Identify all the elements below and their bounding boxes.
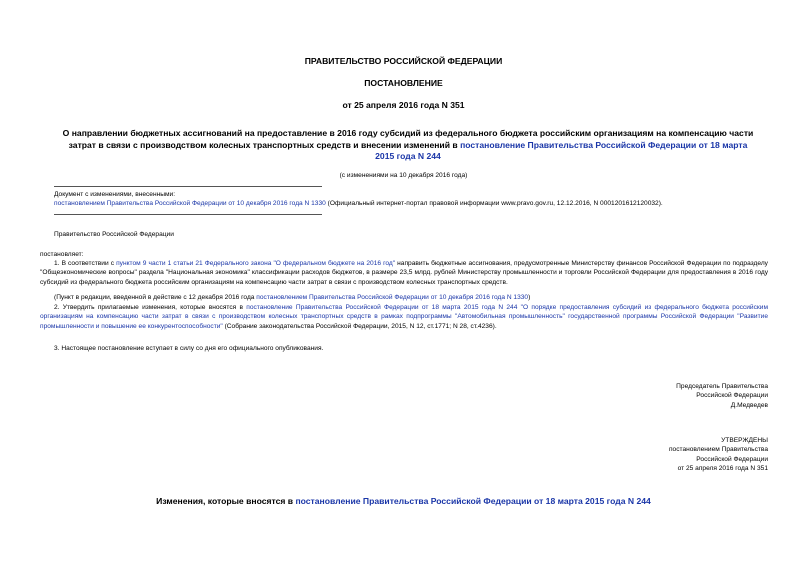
signature-name: Д.Медведев (730, 401, 768, 409)
p2-link-resolution-244[interactable]: постановление Правительства Российской Федерации от 18 марта 2015 года N 244 "О порядке предоставления субсидий из федерального бюджета российским организациям на компенсацию части затрат в связи с производством колесных транспортных средств в рамках подпрограммы "Автомобильная промышленность" государственной программы Российской Федерации "Развитие промышленности и повышение ее конкурентоспособности" (40, 304, 768, 330)
p1-text: направить бюджетные ассигнования, предусмотренные Министерству финансов Российской Федерации по подразделу "Общеэкономические вопросы" раздела "Национальная экономика" классификации расходов бюджетов, в размере 23,5 млрд. рублей Министерству промышленности и торговли Российской Федерации для предоставления в 2016 году субсидий из федерального бюджета российским организациям на компенсацию части затрат в связи с производством колесных транспортных средств. (40, 260, 768, 286)
paragraph-2 (40, 303, 768, 331)
paragraph-1 (40, 259, 768, 287)
amendments-label: Документ с изменениями, внесенными: (54, 191, 176, 198)
changes-heading-link-244[interactable]: постановление Правительства Российской Федерации от 18 марта 2015 года N 244 (295, 496, 651, 506)
divider-top (54, 186, 322, 187)
approval-line-4: от 25 апреля 2016 года N 351 (677, 465, 768, 473)
paragraph-1-note (54, 293, 768, 302)
paragraph-3: 3. Настоящее постановление вступает в силу со дня его официального опубликования. (54, 345, 324, 352)
title-link-resolution-244[interactable]: постановление Правительства Российской Федерации от 18 марта 2015 года N 244 (375, 139, 748, 161)
document-type-heading: ПОСТАНОВЛЕНИЕ (364, 78, 443, 88)
document-title (58, 128, 758, 163)
approval-line-2: постановлением Правительства (668, 446, 768, 454)
approval-title: УТВЕРЖДЕНЫ (721, 437, 768, 444)
amendment-link-1330[interactable]: постановлением Правительства Российской Федерации от 10 декабря 2016 года N 1330 (54, 200, 326, 207)
amendment-source: (Официальный интернет-портал правовой информации www.pravo.gov.ru, 12.12.2016, N 0001201612120032). (325, 200, 663, 207)
p1-start: 1. В соответствии с (54, 260, 117, 267)
signature-block (468, 356, 768, 410)
document-date-number: от 25 апреля 2016 года N 351 (342, 100, 465, 110)
p1-note-start: (Пункт в редакции, введенной в действие с 12 декабря 2016 года (54, 294, 257, 301)
issuing-authority: Правительство Российской Федерации (54, 231, 174, 238)
signature-position: Председатель Правительства (676, 383, 768, 390)
divider-bottom (54, 214, 322, 215)
changes-heading-text: Изменения, которые вносятся в (156, 496, 296, 506)
p2-start: 2. Утвердить прилагаемые изменения, которые вносятся в (54, 304, 247, 311)
resolves-label: постановляет: (40, 251, 84, 258)
title-text: О направлении бюджетных ассигнований на предоставление в 2016 году субсидий из федерального бюджета российским организациям на компенсацию части затрат в связи с производством колесных транспортных средств и внесении изменений в (62, 128, 754, 150)
government-heading: ПРАВИТЕЛЬСТВО РОССИЙСКОЙ ФЕДЕРАЦИИ (304, 56, 503, 66)
p2-end: (Собрание законодательства Российской Федерации, 2015, N 12, ст.1771; N 28, ст.4236). (222, 322, 497, 330)
changes-note: (с изменениями на 10 декабря 2016 года) (339, 172, 468, 179)
amendments-entry (54, 199, 774, 208)
approval-line-3: Российской Федерации (696, 455, 768, 463)
changes-heading (0, 496, 807, 506)
p1-note-link-1330[interactable]: постановлением Правительства Российской Федерации от 10 декабря 2016 года N 1330 (256, 294, 529, 301)
p1-link-budget-law[interactable]: пунктом 9 части 1 статьи 21 Федерального закона "О федеральном бюджете на 2016 год" (116, 260, 396, 267)
approval-block (468, 436, 768, 474)
signature-country: Российской Федерации (696, 392, 768, 400)
p1-note-end: ) (528, 294, 531, 301)
